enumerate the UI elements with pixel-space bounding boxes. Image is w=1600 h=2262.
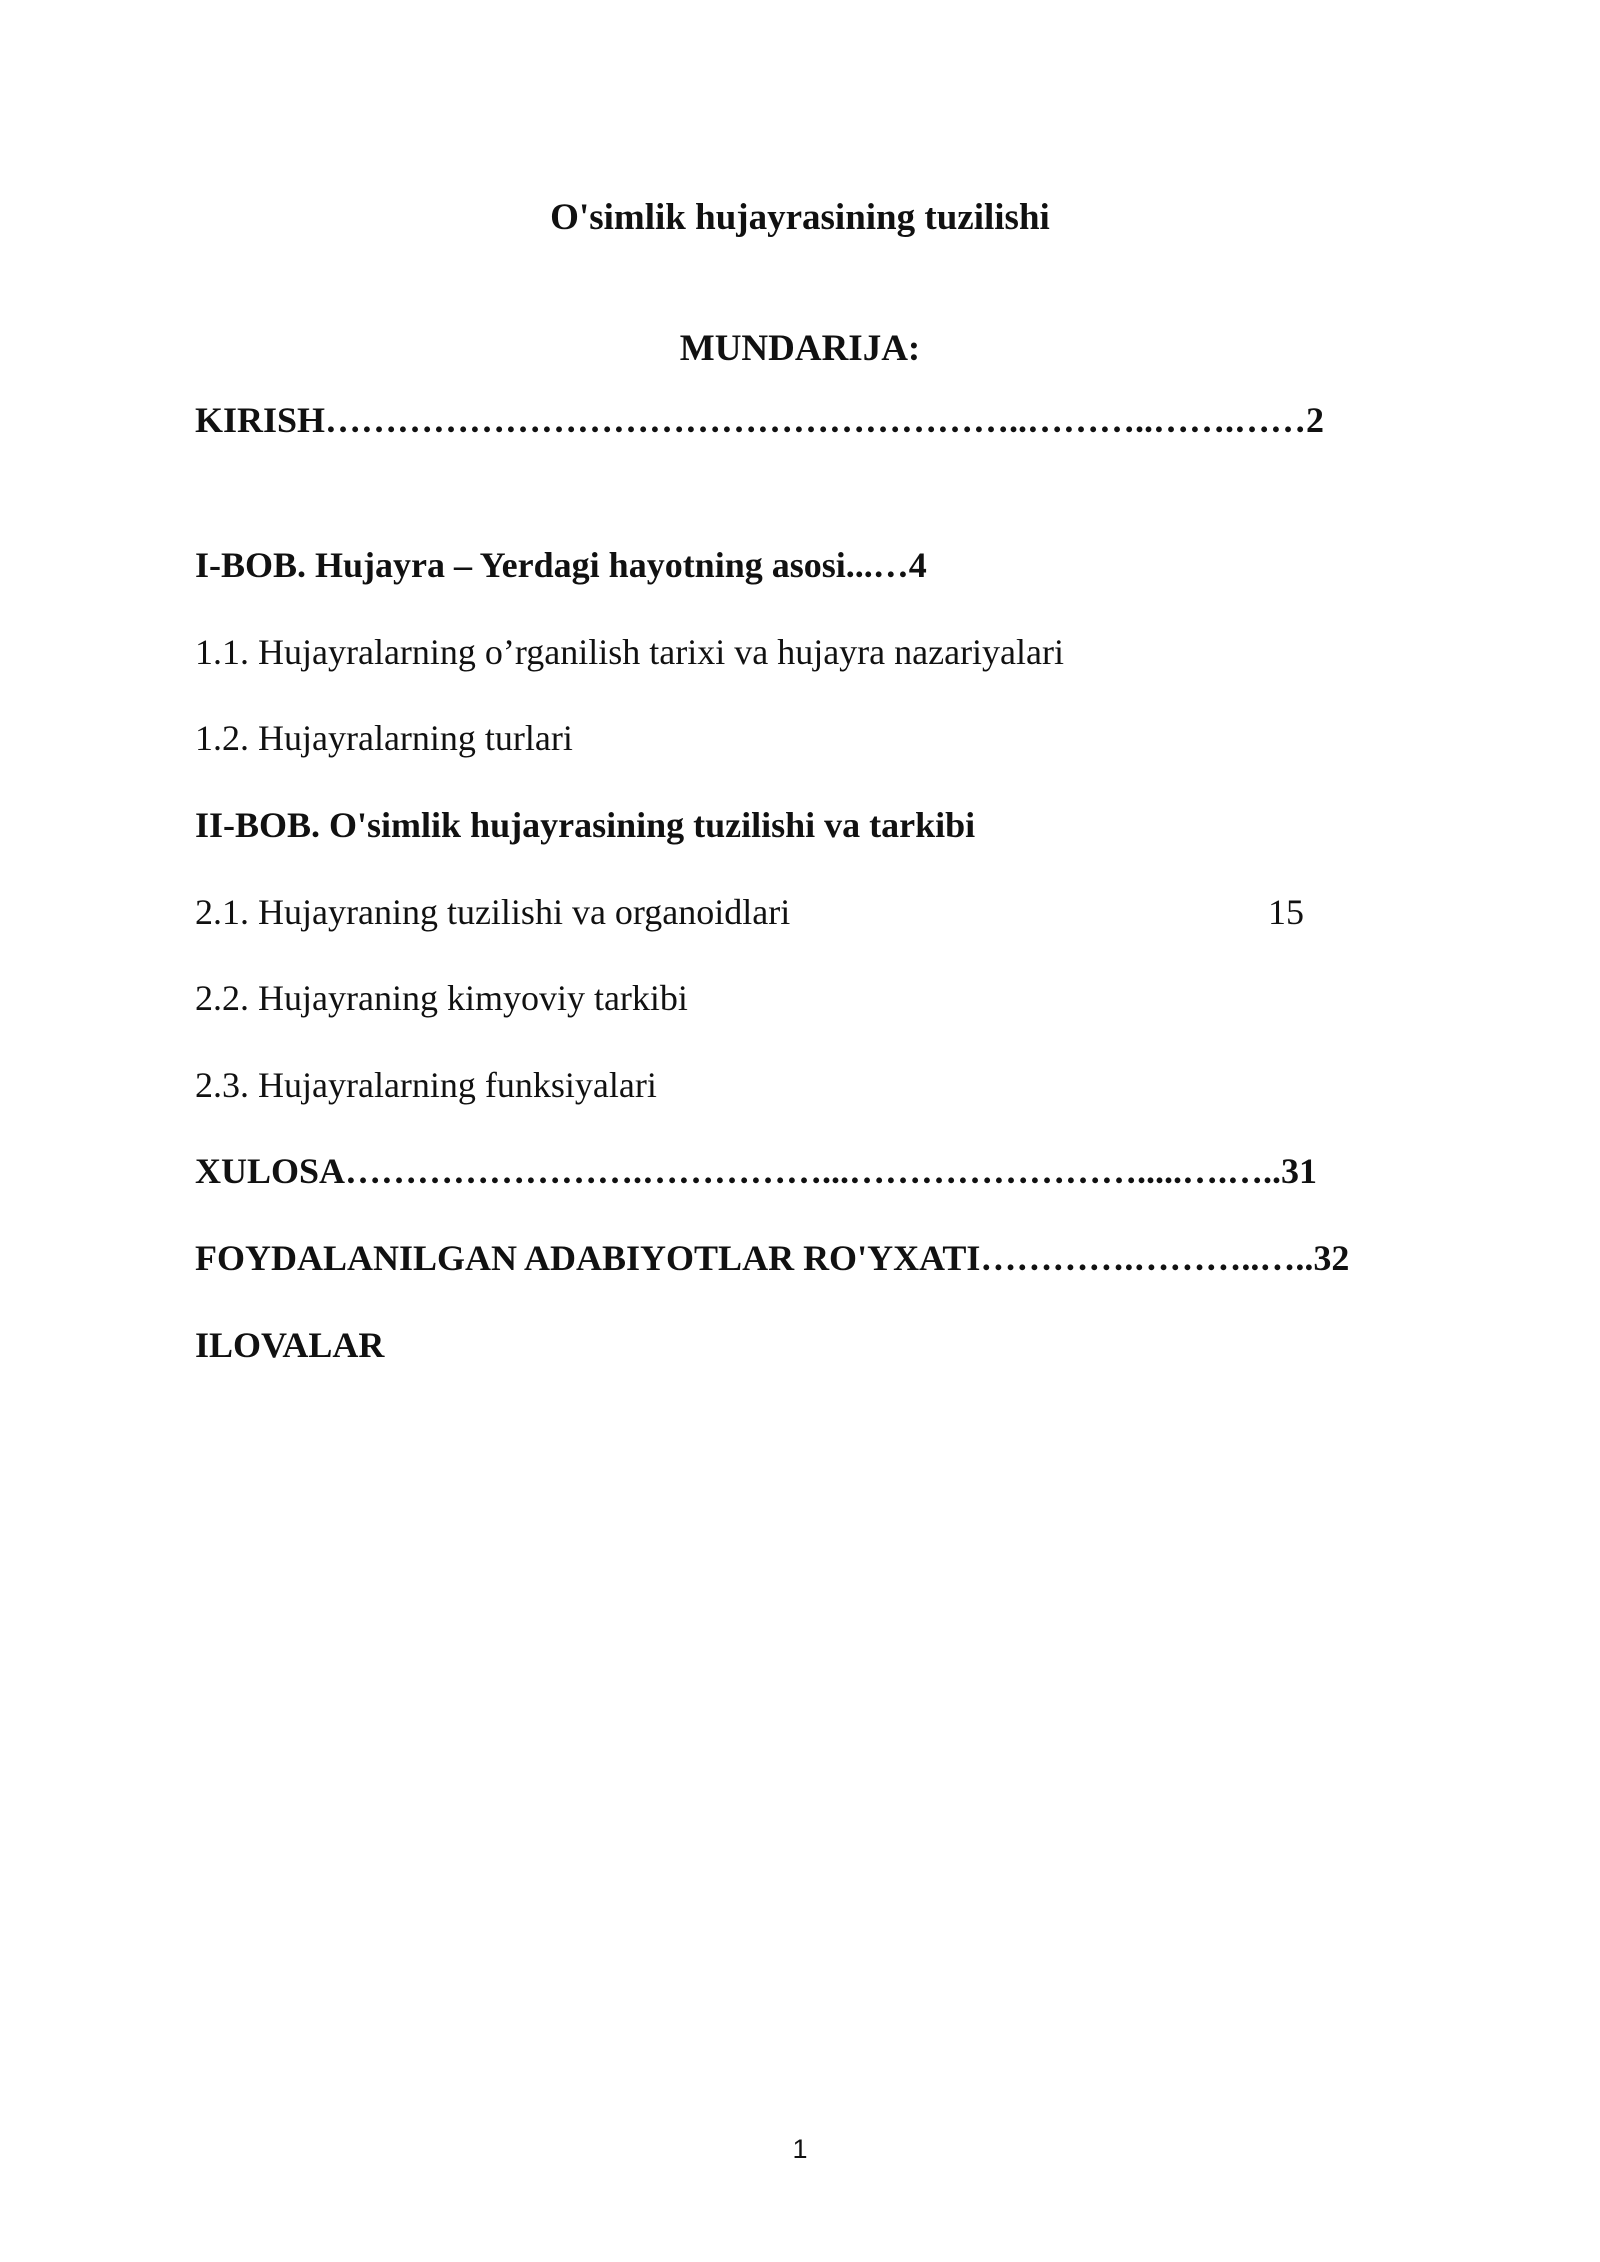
document-title: O'simlik hujayrasining tuzilishi bbox=[550, 197, 1050, 238]
toc-heading: MUNDARIJA: bbox=[679, 328, 921, 369]
toc-entry-2-1-label: 2.1. Hujayraning tuzilishi va organoidlari bbox=[195, 892, 791, 932]
toc-entry-ilovalar: ILOVALAR bbox=[195, 1325, 385, 1365]
toc-entry-chapter-1: I-BOB. Hujayra – Yerdagi hayotning asosi...…4 bbox=[195, 545, 927, 585]
footer-page-number: 1 bbox=[792, 2134, 808, 2164]
toc-entry-kirish: KIRISH…………………………………………………..………..…….……2 bbox=[195, 400, 1325, 440]
toc-entry-1-1: 1.1. Hujayralarning o’rganilish tarixi va hujayra nazariyalari bbox=[195, 632, 1065, 672]
toc-entry-2-3: 2.3. Hujayralarning funksiyalari bbox=[195, 1065, 657, 1105]
toc-entry-2-2: 2.2. Hujayraning kimyoviy tarkibi bbox=[195, 978, 688, 1018]
toc-entry-2-1-page-number: 15 bbox=[1268, 892, 1304, 932]
toc-entry-1-2: 1.2. Hujayralarning turlari bbox=[195, 718, 573, 758]
toc-entry-references: FOYDALANILGAN ADABIYOTLAR RO'YXATI………….………..…..32 bbox=[195, 1238, 1350, 1278]
toc-entry-chapter-2: II-BOB. O'simlik hujayrasining tuzilishi va tarkibi bbox=[195, 805, 976, 845]
toc-entry-2-1 bbox=[195, 888, 1410, 936]
toc-entry-xulosa: XULOSA…………………….……………...…………………….....….…..31 bbox=[195, 1151, 1318, 1191]
